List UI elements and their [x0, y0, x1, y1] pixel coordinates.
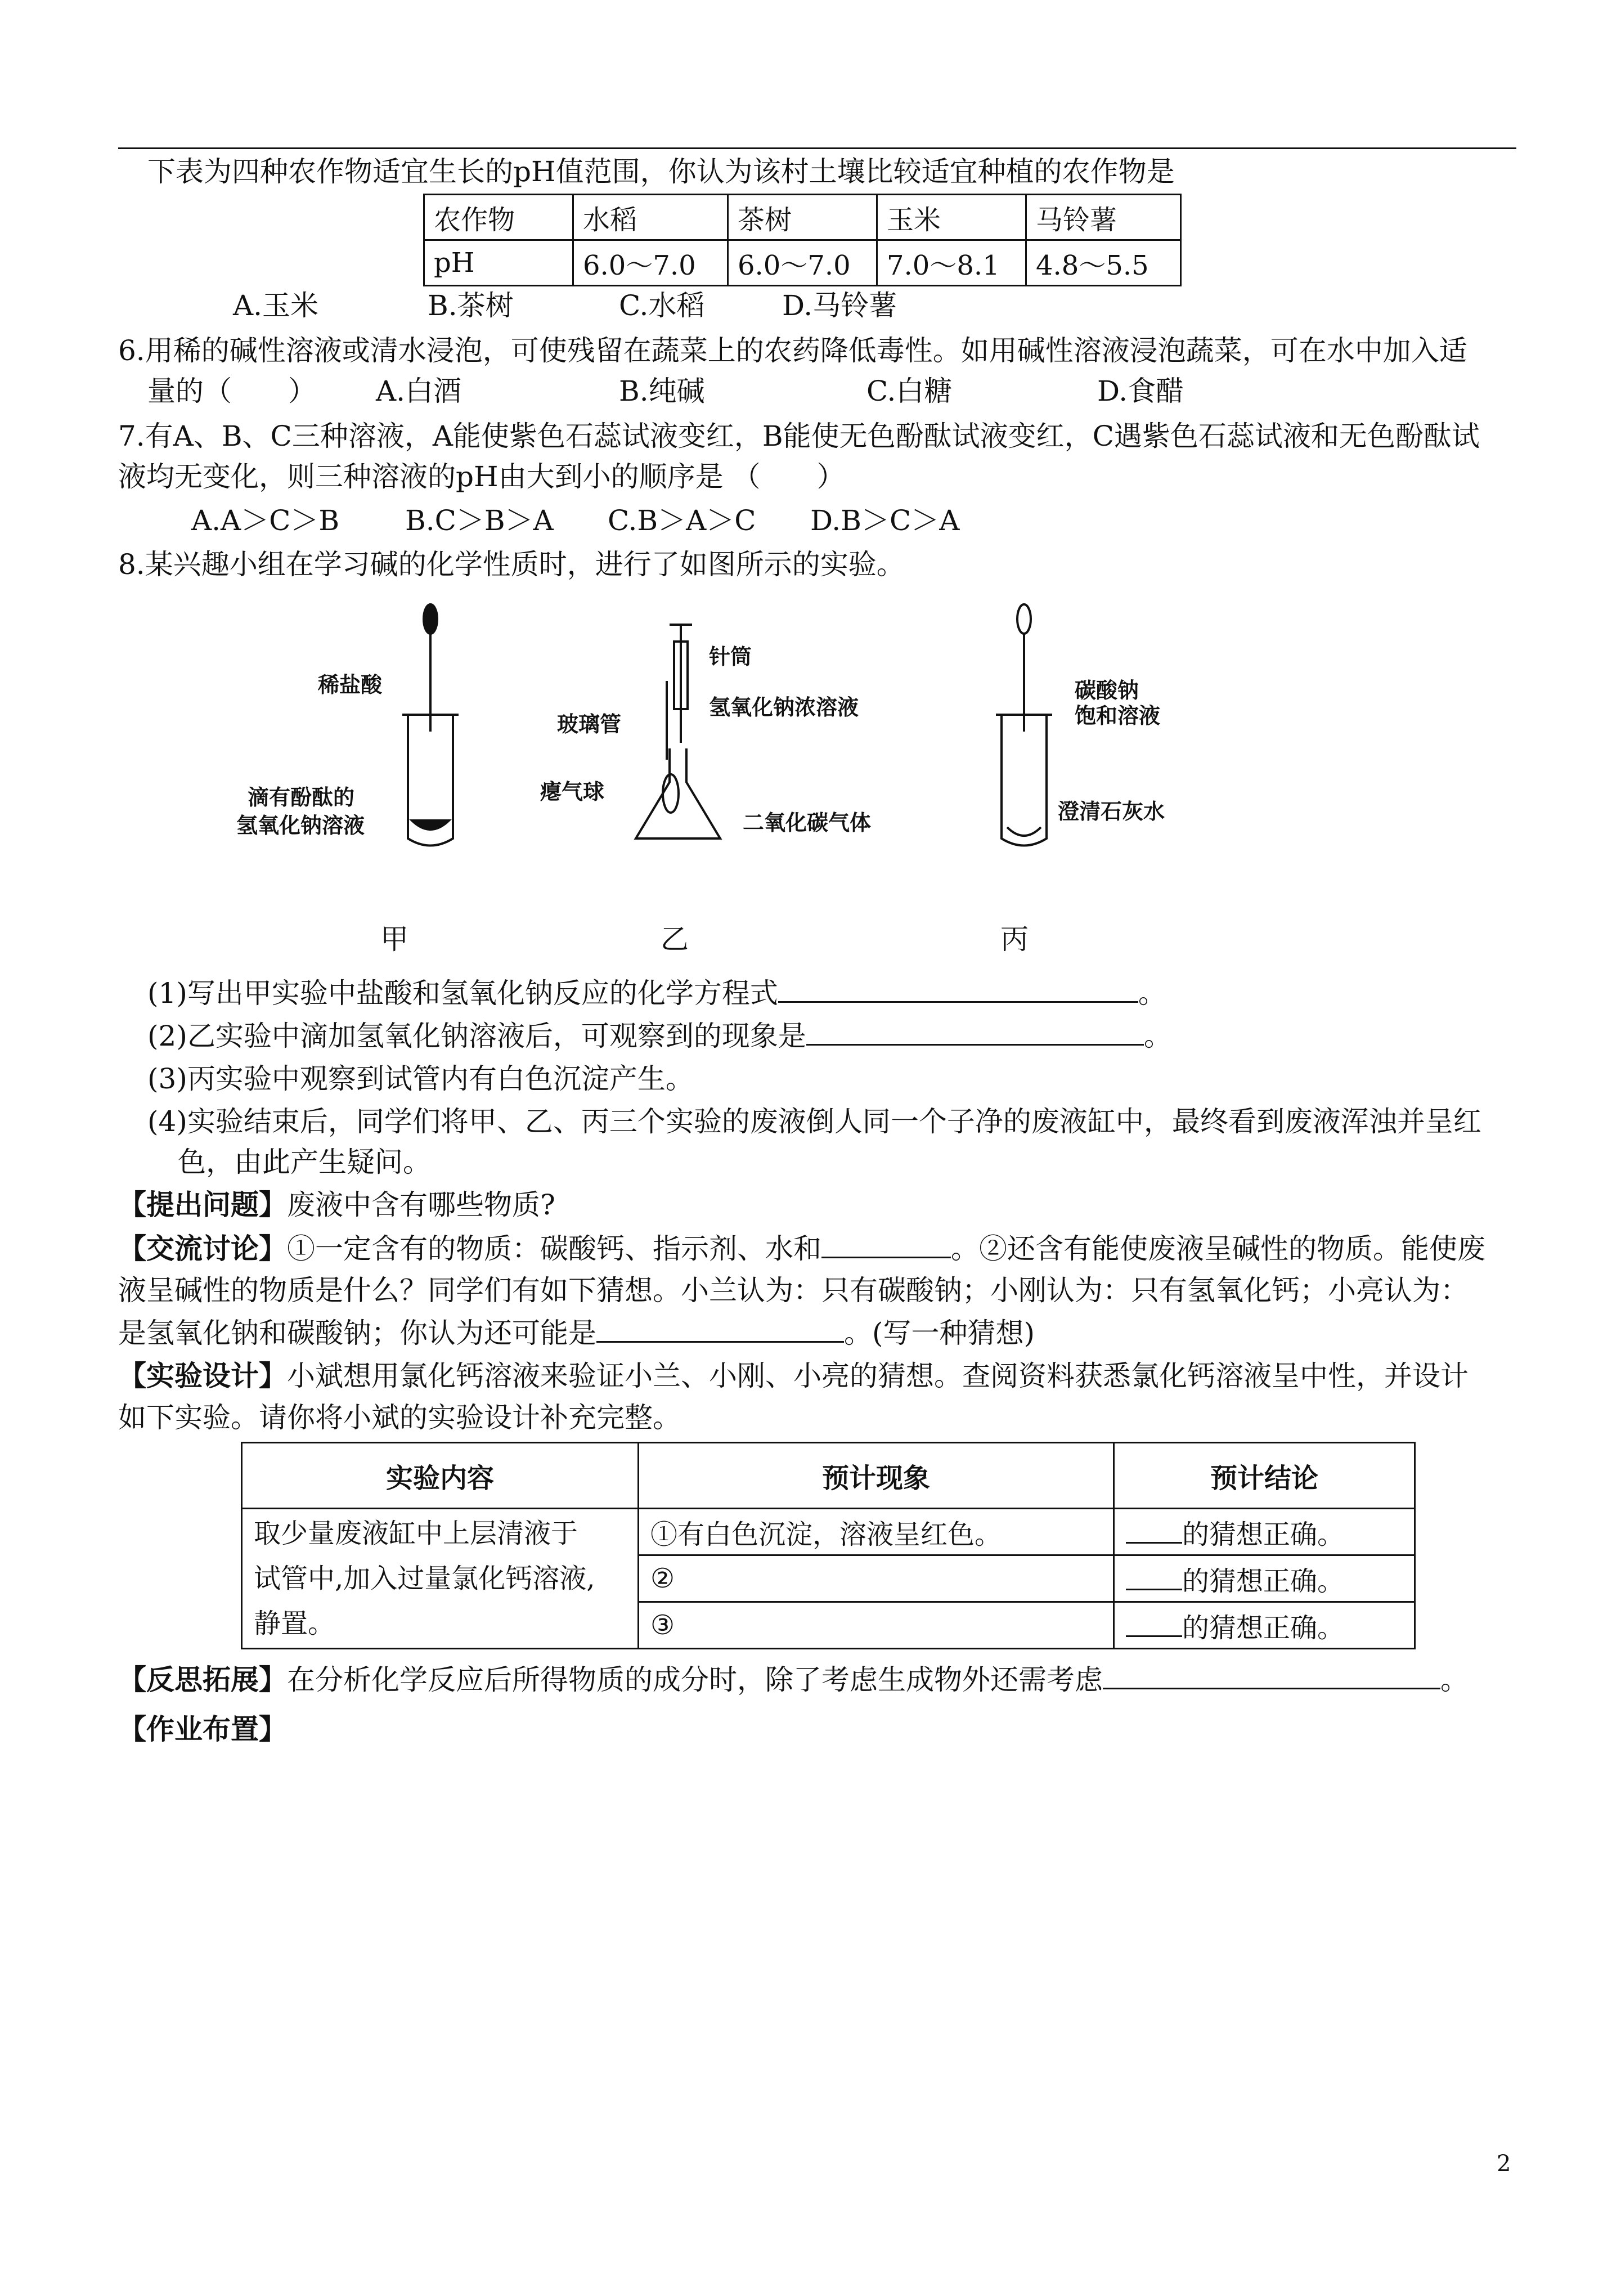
sub-q2-text: (2)乙实验中滴加氢氧化钠溶液后，可观察到的现象是 — [147, 1020, 806, 1052]
answer-blank[interactable] — [1126, 1609, 1182, 1637]
figure-label: 饱和溶液 — [1075, 703, 1161, 728]
sub-q3: (3)丙实验中观察到试管内有白色沉淀产生。 — [147, 1062, 694, 1095]
design-line1 — [118, 1356, 1469, 1396]
reflect-section — [118, 1660, 1469, 1699]
table-cell: 6.0～7.0 — [573, 240, 728, 286]
q7-option-b: B.C＞B＞A — [405, 504, 554, 537]
discuss-line1 — [118, 1229, 1485, 1268]
answer-blank[interactable] — [778, 975, 1138, 1003]
q7-line2: 液均无变化，则三种溶液的pH由大到小的顺序是 （ ） — [118, 460, 845, 493]
sub-q1-text: (1)写出甲实验中盐酸和氢氧化钠反应的化学方程式 — [147, 977, 778, 1010]
ask-section — [118, 1185, 555, 1225]
section-heading: 【实验设计】 — [118, 1359, 287, 1392]
table-cell — [1114, 1555, 1415, 1602]
figure-label: 针筒 — [709, 644, 752, 669]
figure-label: 玻璃管 — [557, 712, 622, 737]
answer-blank[interactable] — [1126, 1563, 1182, 1590]
figure-label: 稀盐酸 — [318, 672, 383, 697]
table-header: 预计结论 — [1114, 1443, 1415, 1509]
figure-caption-bing: 丙 — [1000, 923, 1029, 956]
apparatus-jia — [402, 604, 459, 846]
section-heading: 【提出问题】 — [118, 1188, 287, 1221]
table-cell: ② — [639, 1555, 1114, 1602]
figure-label: 碳酸钠 — [1075, 678, 1139, 703]
q7-line1: 7.有A、B、C三种溶液，A能使紫色石蕊试液变红，B能使无色酚酞试液变红，C遇紫色石蕊试液和无色酚酞试 — [118, 420, 1480, 452]
figure-label: 瘪气球 — [540, 779, 605, 804]
table-cell: pH — [424, 240, 573, 286]
conclusion-text: 的猜想正确。 — [1182, 1565, 1345, 1597]
discuss-line3 — [118, 1313, 1035, 1353]
sub-q1 — [147, 974, 1166, 1013]
q7-option-c: C.B＞A＞C — [608, 504, 756, 537]
cell-line: 试管中,加入过量氯化钙溶液, — [254, 1563, 595, 1594]
answer-blank[interactable] — [806, 1018, 1144, 1046]
figure-label: 澄清石灰水 — [1058, 799, 1165, 824]
table-cell: 水稻 — [573, 195, 728, 240]
q5-option-c: C.水稻 — [619, 289, 705, 322]
section-heading: 【反思拓展】 — [118, 1663, 287, 1696]
q6-option-c: C.白糖 — [866, 375, 953, 407]
experiment-figure — [214, 602, 1227, 872]
experiment-design-table — [241, 1442, 1416, 1649]
page-number: 2 — [1497, 2151, 1511, 2177]
answer-blank[interactable] — [1103, 1662, 1440, 1689]
table-header: 预计现象 — [639, 1443, 1114, 1509]
period: 。 — [1143, 1020, 1172, 1052]
header-rule — [118, 147, 1516, 149]
discuss-line2: 液呈碱性的物质是什么？同学们有如下猜想。小兰认为：只有碳酸钠；小刚认为：只有氢氧化钙；小亮认为： — [118, 1274, 1469, 1307]
q5-option-a: A.玉米 — [233, 289, 319, 322]
q7-option-d: D.B＞C＞A — [810, 504, 960, 537]
answer-blank[interactable] — [821, 1231, 951, 1258]
ask-text: 废液中含有哪些物质? — [287, 1189, 555, 1221]
discuss-text: 。②还含有能使废液呈碱性的物质。能使废 — [951, 1232, 1485, 1265]
table-cell — [1114, 1509, 1415, 1555]
sub-q4-line1: (4)实验结束后，同学们将甲、乙、丙三个实验的废液倒人同一个子净的废液缸中，最终看到废液浑浊并呈红 — [147, 1105, 1481, 1138]
cell-line: 取少量废液缸中上层清液于 — [254, 1518, 578, 1549]
table-cell: ③ — [639, 1602, 1114, 1649]
period: 。 — [1440, 1663, 1469, 1696]
sub-q4-line2: 色，由此产生疑问。 — [178, 1146, 431, 1178]
table-cell-content — [242, 1509, 639, 1649]
sub-q2 — [147, 1016, 1172, 1056]
answer-blank[interactable] — [1126, 1516, 1182, 1544]
answer-blank[interactable] — [596, 1315, 844, 1343]
q8-stem: 8.某兴趣小组在学习碱的化学性质时，进行了如图所示的实验。 — [118, 548, 905, 581]
q6-option-a: A.白酒 — [376, 375, 462, 407]
cell-line: 静置。 — [254, 1608, 335, 1639]
discuss-text: ①一定含有的物质：碳酸钙、指示剂、水和 — [287, 1232, 821, 1265]
table-cell: 马铃薯 — [1026, 195, 1181, 240]
discuss-text: 。(写一种猜想) — [844, 1317, 1035, 1349]
design-text: 小斌想用氯化钙溶液来验证小兰、小刚、小亮的猜想。查阅资料获悉氯化钙溶液呈中性，并设计 — [287, 1360, 1469, 1392]
reflect-text: 在分析化学反应后所得物质的成分时，除了考虑生成物外还需考虑 — [287, 1663, 1103, 1696]
figure-label: 氢氧化钠溶液 — [236, 813, 365, 838]
period: 。 — [1138, 977, 1166, 1010]
table-header: 实验内容 — [242, 1443, 639, 1509]
q5-option-d: D.马铃薯 — [782, 289, 897, 322]
conclusion-text: 的猜想正确。 — [1182, 1612, 1345, 1644]
section-heading: 【交流讨论】 — [118, 1232, 287, 1265]
table-cell: 茶树 — [728, 195, 877, 240]
design-line2: 如下实验。请你将小斌的实验设计补充完整。 — [118, 1401, 681, 1434]
table-cell — [1114, 1602, 1415, 1649]
table-cell: ①有白色沉淀，溶液呈红色。 — [639, 1509, 1114, 1555]
q5-option-b: B.茶树 — [428, 289, 514, 322]
q6-line1: 6.用稀的碱性溶液或清水浸泡，可使残留在蔬菜上的农药降低毒性。如用碱性溶液浸泡蔬菜，可在水中加入适 — [118, 334, 1467, 367]
discuss-text: 是氢氧化钠和碳酸钠；你认为还可能是 — [118, 1317, 596, 1349]
crop-ph-table — [423, 194, 1182, 286]
q6-option-d: D.食醋 — [1097, 375, 1184, 407]
table-cell: 玉米 — [877, 195, 1026, 240]
q7-option-a: A.A＞C＞B — [191, 504, 340, 537]
table-cell: 6.0～7.0 — [728, 240, 877, 286]
apparatus-bing — [996, 604, 1052, 846]
conclusion-text: 的猜想正确。 — [1182, 1518, 1345, 1550]
table-cell: 7.0～8.1 — [877, 240, 1026, 286]
apparatus-yi — [636, 625, 720, 838]
intro-text: 下表为四种农作物适宜生长的pH值范围，你认为该村土壤比较适宜种植的农作物是 — [147, 155, 1175, 188]
table-cell: 农作物 — [424, 195, 573, 240]
figure-label: 二氧化碳气体 — [743, 810, 872, 835]
figure-label: 氢氧化钠浓溶液 — [709, 695, 859, 720]
table-cell: 4.8～5.5 — [1026, 240, 1181, 286]
figure-caption-yi: 乙 — [661, 923, 689, 956]
figure-caption-jia: 甲 — [380, 923, 408, 956]
homework-heading: 【作业布置】 — [118, 1712, 287, 1746]
q6-line2: 量的（ ） — [147, 375, 316, 407]
q6-option-b: B.纯碱 — [619, 375, 705, 407]
figure-label: 滴有酚酞的 — [248, 785, 355, 810]
